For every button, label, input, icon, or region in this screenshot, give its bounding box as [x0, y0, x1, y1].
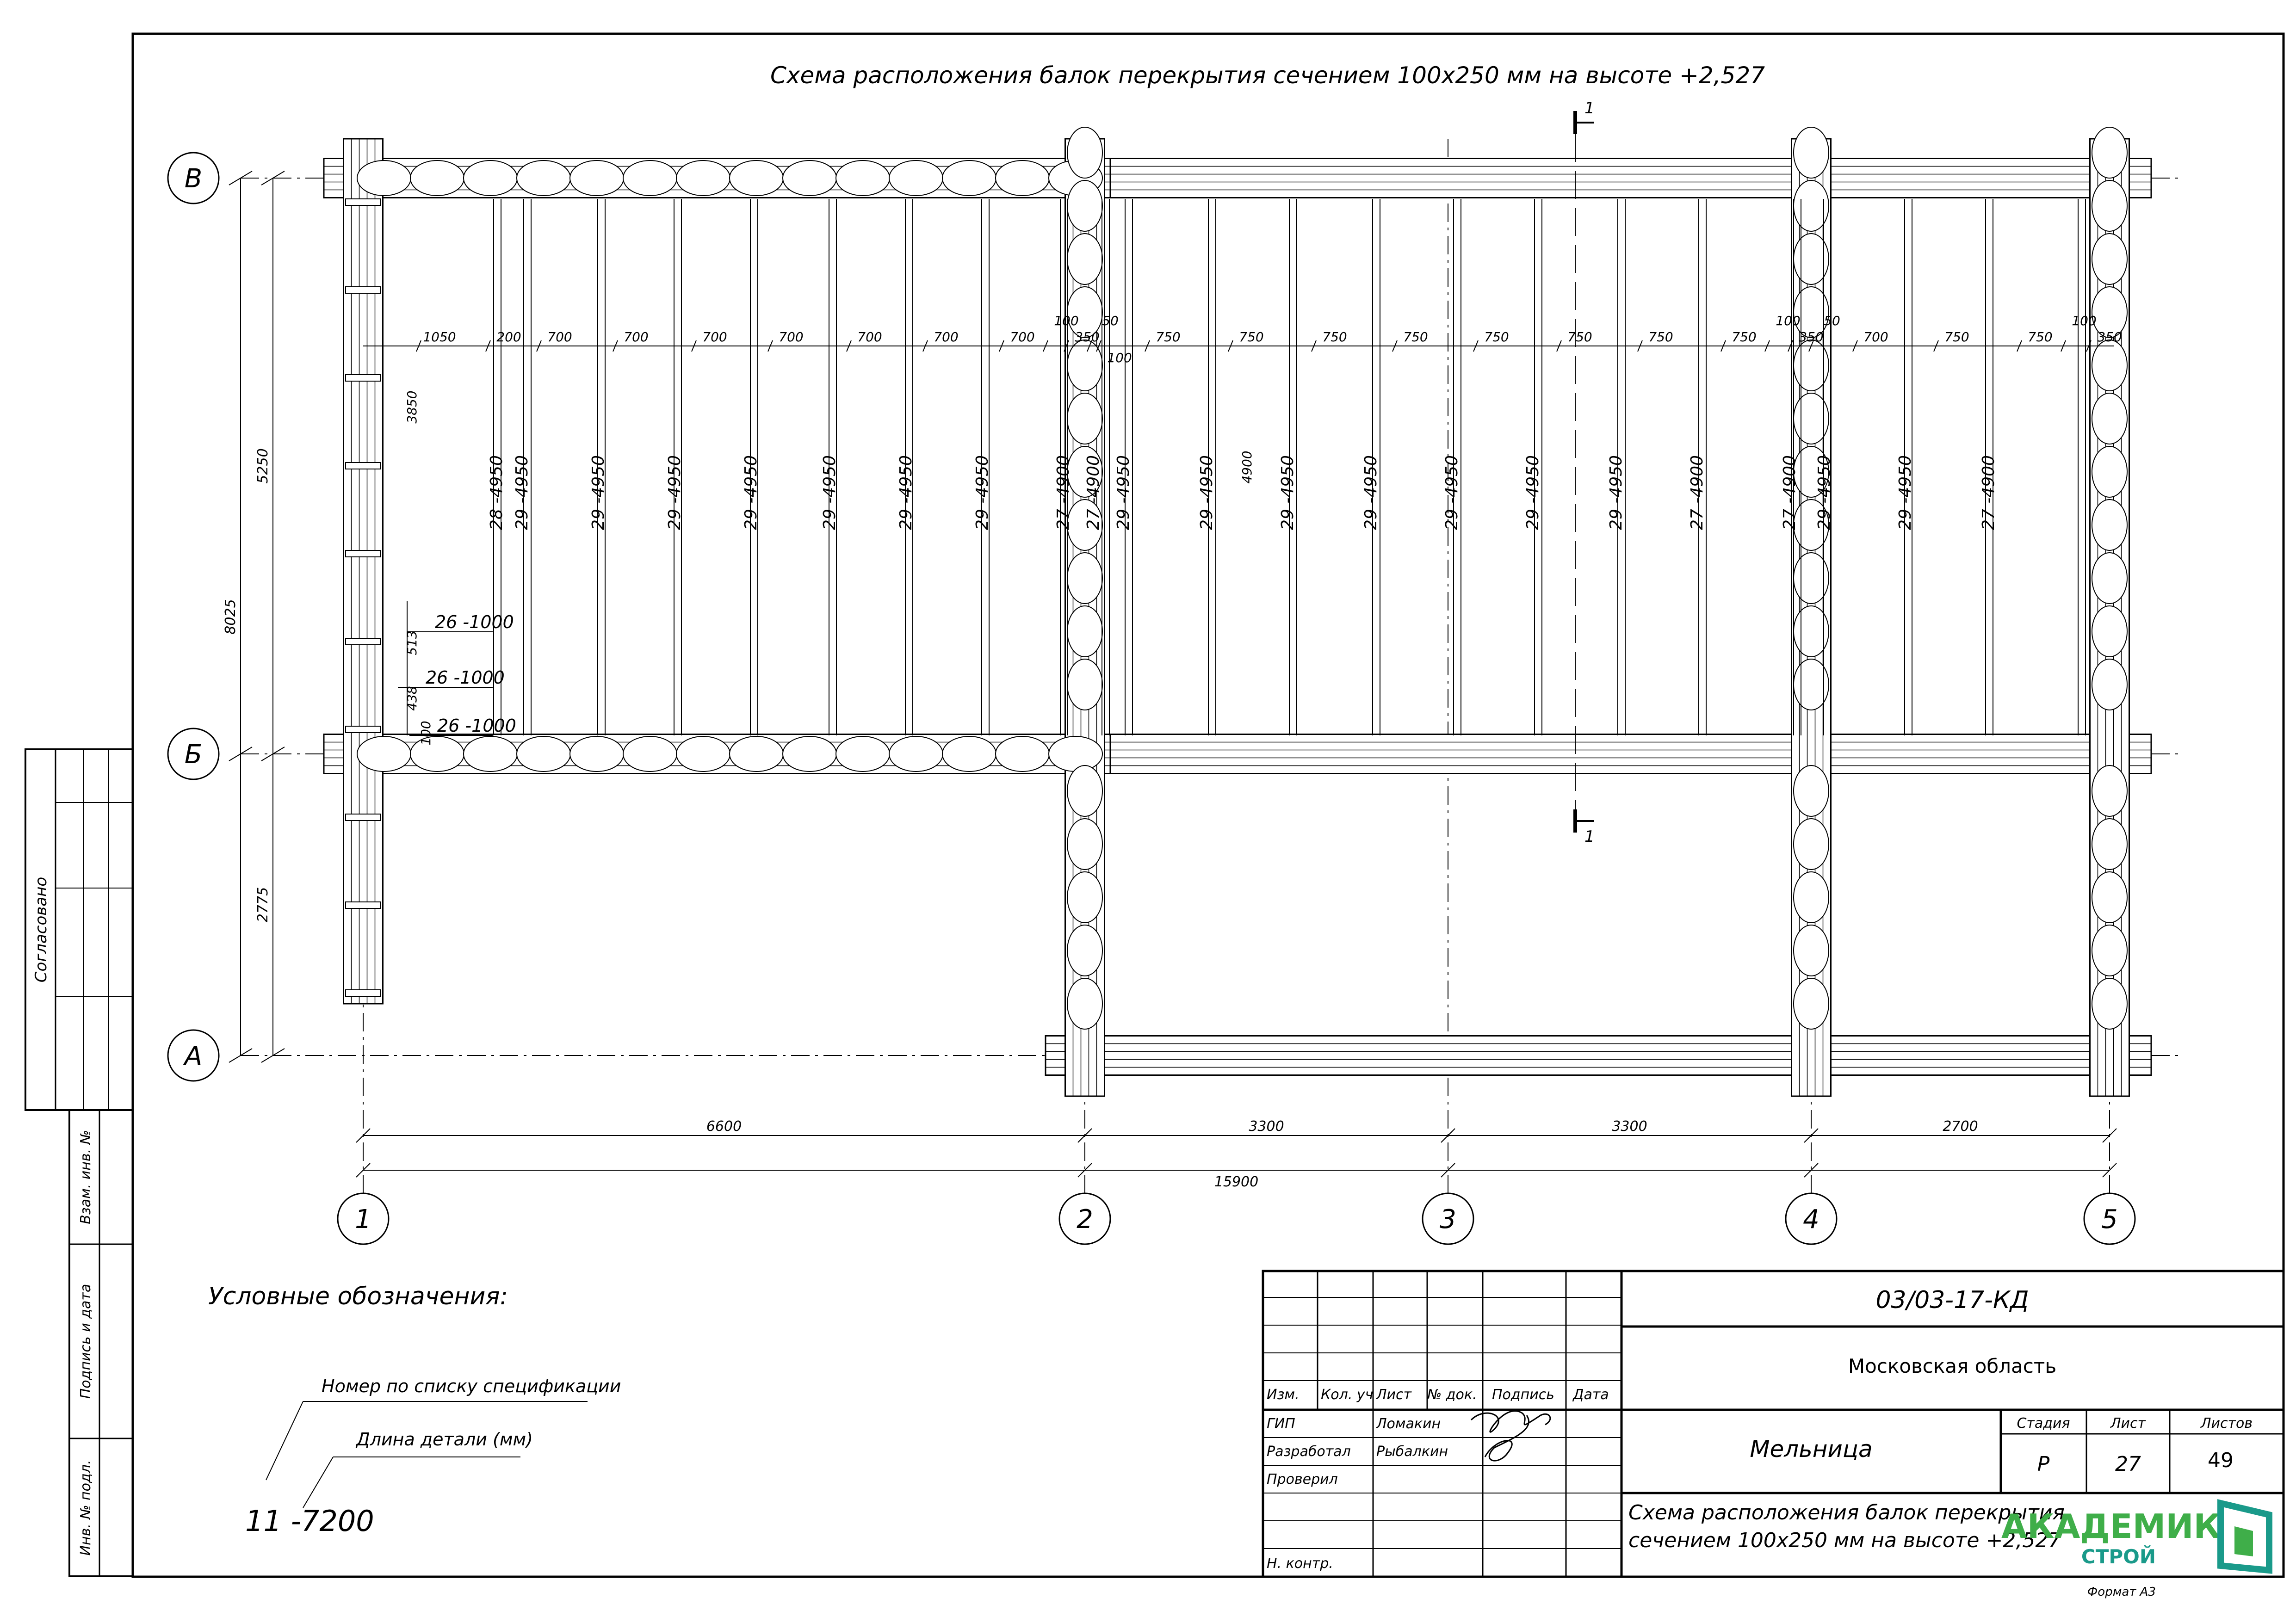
wall-outline	[1046, 1036, 2151, 1075]
log-end	[1794, 819, 1829, 870]
dim-bottom-span: 2700	[1943, 1118, 1978, 1135]
stage-value: Р	[2037, 1452, 2050, 1476]
dim-inner: 438	[404, 686, 420, 711]
log-end	[2092, 819, 2127, 870]
log-end	[357, 736, 411, 771]
hdr-izm: Изм.	[1267, 1387, 1300, 1403]
format-label: Формат А3	[2087, 1585, 2156, 1599]
sheet-title-1: Схема расположения балок перекрытия	[1628, 1501, 2065, 1524]
beam-label: 29 -4950	[1278, 455, 1297, 530]
sheets-value: 49	[2208, 1449, 2234, 1472]
log-end	[2092, 659, 2127, 710]
dim-top: 700	[934, 329, 959, 345]
log-end	[2092, 872, 2127, 923]
log-end	[942, 736, 996, 771]
log-end	[517, 736, 570, 771]
wall-row-v-right	[1110, 159, 2151, 198]
role-razr: Разработал	[1267, 1444, 1351, 1460]
dim-left-span: 2775	[255, 887, 271, 923]
log-end	[1794, 765, 1829, 816]
dim-left-total-label: 8025	[223, 599, 239, 635]
section-label: 1	[1584, 99, 1595, 117]
log-end	[996, 160, 1049, 196]
axis-label-col: 2	[1077, 1204, 1093, 1234]
title-block	[1263, 1271, 2284, 1599]
beam-label: 29 -4950	[665, 455, 684, 530]
axis-label-row: А	[184, 1041, 203, 1071]
wall-row-b-right	[1110, 734, 2151, 774]
beam-label: 29 -4950	[897, 455, 916, 530]
dim-top: 750	[1156, 329, 1181, 345]
log-end	[1067, 127, 1102, 178]
dim-top: 100	[1107, 350, 1132, 365]
log-end	[517, 160, 570, 196]
log-end	[570, 160, 624, 196]
doc-code: 03/03-17-КД	[1875, 1286, 2029, 1314]
dim-top: 750	[1944, 329, 1969, 345]
log-end	[2092, 127, 2127, 178]
log-end	[2092, 180, 2127, 231]
dim-misc: 4900	[1239, 450, 1255, 484]
log-end	[1067, 606, 1102, 657]
dim-top: 700	[624, 329, 649, 345]
stamp-podp: Подпись и дата	[78, 1284, 94, 1399]
side-stamp	[25, 749, 133, 1576]
dim-top: 350	[2097, 329, 2122, 345]
log-end	[1067, 340, 1102, 391]
axis-label-col: 1	[355, 1204, 371, 1234]
log-end	[1067, 872, 1102, 923]
dim-top: 750	[2028, 329, 2053, 345]
dim-inner: 100	[418, 721, 433, 746]
sheets-label: Листов	[2200, 1415, 2253, 1432]
dim-top: 750	[1484, 329, 1509, 345]
dim-bottom-span: 6600	[706, 1118, 742, 1135]
wall-joint	[346, 375, 381, 381]
stamp-vzam: Взам. инв. №	[78, 1130, 94, 1224]
dim-top: 350	[1799, 329, 1824, 345]
log-end	[1067, 393, 1102, 444]
dim-top: 50	[1102, 313, 1119, 328]
log-end	[1794, 925, 1829, 976]
dim-bottom-span: 3300	[1612, 1118, 1647, 1135]
dim-top: 700	[779, 329, 804, 345]
log-end	[730, 736, 783, 771]
section-label: 1	[1584, 827, 1595, 846]
wall-joint	[346, 550, 381, 557]
axis-label-col: 3	[1440, 1204, 1456, 1234]
beam-label: 29 -4950	[513, 455, 532, 530]
dim-inner: 3850	[404, 390, 420, 424]
log-end	[1067, 659, 1102, 710]
dim-top: 100	[1054, 313, 1079, 328]
log-end	[942, 160, 996, 196]
log-end	[2092, 500, 2127, 550]
beam-layout-plan	[168, 99, 2184, 1244]
log-end	[996, 736, 1049, 771]
dim-bottom-total-label: 15900	[1214, 1174, 1259, 1190]
dim-bottom-span: 3300	[1249, 1118, 1284, 1135]
log-end	[464, 736, 517, 771]
hdr-list: Лист	[1376, 1387, 1412, 1403]
beam-label: 27 -4900	[1084, 455, 1103, 530]
log-end	[2092, 393, 2127, 444]
drawing-title: Схема расположения балок перекрытия сечением 100х250 мм на высоте +2,527	[770, 62, 1765, 89]
log-end	[357, 160, 411, 196]
region: Московская область	[1848, 1355, 2057, 1377]
log-end	[2092, 234, 2127, 284]
log-end	[1067, 553, 1102, 604]
log-end	[676, 736, 730, 771]
log-end	[1067, 978, 1102, 1029]
name-gip: Ломакин	[1376, 1416, 1441, 1432]
dim-top: 700	[1010, 329, 1035, 345]
stamp-agreed: Согласовано	[32, 876, 50, 983]
logo-bottom: СТРОЙ	[2081, 1545, 2156, 1568]
beam-label: 27 -4900	[1688, 455, 1707, 530]
company-logo	[2001, 1503, 2269, 1570]
sheet-value: 27	[2115, 1452, 2141, 1476]
log-end	[410, 160, 464, 196]
dim-top: 700	[702, 329, 727, 345]
beam-label: 29 -4950	[1114, 455, 1133, 530]
stage-label: Стадия	[2017, 1415, 2070, 1432]
beam-label: 29 -4950	[1896, 455, 1915, 530]
name-razr: Рыбалкин	[1376, 1444, 1448, 1460]
dim-top: 750	[1567, 329, 1592, 345]
role-gip: ГИП	[1267, 1416, 1295, 1432]
dim-top: 1050	[423, 329, 456, 345]
role-prov: Проверил	[1267, 1471, 1338, 1487]
beam-label: 28 -4950	[487, 455, 506, 530]
beam-label: 29 -4950	[1442, 455, 1461, 530]
dim-top: 100	[2072, 313, 2097, 328]
beam-label: 27 -4900	[1780, 455, 1799, 530]
log-end	[889, 736, 943, 771]
wall-outline	[344, 139, 383, 1004]
wall-outline	[1110, 734, 2151, 774]
short-beam-label: 26 -1000	[426, 667, 505, 688]
beam-label: 27 -4900	[1979, 455, 1998, 530]
wall-outline	[1110, 159, 2151, 198]
dim-top: 750	[1322, 329, 1347, 345]
dim-top: 700	[857, 329, 882, 345]
log-end	[2092, 340, 2127, 391]
dim-top: 700	[547, 329, 572, 345]
wall-joint	[346, 814, 381, 821]
log-end	[676, 160, 730, 196]
legend-title: Условные обозначения:	[208, 1283, 508, 1310]
object-name: Мельница	[1750, 1436, 1873, 1463]
beam-label: 29 -4950	[1362, 455, 1380, 530]
log-end	[1067, 925, 1102, 976]
dim-top: 350	[1075, 329, 1100, 345]
wall-joint	[346, 990, 381, 996]
dim-top: 200	[496, 329, 521, 345]
wall-joint	[346, 463, 381, 469]
beam-label: 29 -4950	[973, 455, 992, 530]
log-end	[836, 736, 890, 771]
log-end	[1794, 872, 1829, 923]
hdr-ndok: № док.	[1427, 1387, 1477, 1403]
legend-line1: Номер по списку спецификации	[322, 1376, 621, 1396]
log-end	[623, 736, 677, 771]
log-end	[730, 160, 783, 196]
logo-top: АКАДЕМИК	[2001, 1507, 2221, 1546]
role-nkontr: Н. контр.	[1267, 1555, 1333, 1572]
log-end	[1067, 765, 1102, 816]
log-end	[2092, 765, 2127, 816]
log-end	[2092, 553, 2127, 604]
axis-label-row: В	[184, 164, 203, 194]
beam-label: 29 -4950	[1815, 455, 1834, 530]
sheet-title-2: сечением 100х250 мм на высоте +2,527	[1628, 1529, 2061, 1552]
dim-top: 50	[1824, 313, 1840, 328]
beam-label: 29 -4950	[1523, 455, 1542, 530]
axis-label-col: 4	[1803, 1204, 1819, 1234]
dim-inner: 513	[404, 630, 420, 655]
log-end	[1049, 736, 1102, 771]
wall-joint	[346, 287, 381, 293]
dim-top: 750	[1239, 329, 1264, 345]
axis-label-col: 5	[2101, 1204, 2118, 1234]
beam-label: 29 -4950	[742, 455, 761, 530]
log-end	[623, 160, 677, 196]
dim-top: 750	[1403, 329, 1428, 345]
log-end	[1794, 978, 1829, 1029]
log-end	[1794, 127, 1829, 178]
hdr-podpis: Подпись	[1492, 1387, 1554, 1403]
log-end	[464, 160, 517, 196]
beam-label: 27 -4900	[1054, 455, 1073, 530]
wall-row-a	[1046, 1036, 2151, 1075]
beam-label: 29 -4950	[1197, 455, 1216, 530]
dim-top: 750	[1648, 329, 1673, 345]
axis-label-row: Б	[184, 740, 203, 770]
legend-example: 11 -7200	[245, 1504, 374, 1538]
beam-label: 29 -4950	[1607, 455, 1626, 530]
log-end	[570, 736, 624, 771]
dim-left-span: 5250	[255, 448, 271, 484]
dim-top: 100	[1776, 313, 1801, 328]
log-end	[783, 736, 836, 771]
wall-joint	[346, 638, 381, 645]
wall-joint	[346, 199, 381, 205]
dim-top: 700	[1863, 329, 1888, 345]
log-end	[2092, 978, 2127, 1029]
log-end	[2092, 446, 2127, 497]
log-end	[836, 160, 890, 196]
log-end	[1067, 819, 1102, 870]
sheet-label: Лист	[2110, 1415, 2146, 1432]
wall-joint	[346, 902, 381, 908]
wall-col-1	[344, 139, 383, 1004]
beam-label: 29 -4950	[589, 455, 608, 530]
log-end	[1067, 180, 1102, 231]
log-end	[783, 160, 836, 196]
hdr-data: Дата	[1573, 1387, 1609, 1403]
stamp-inv: Инв. № подл.	[78, 1460, 94, 1556]
log-end	[889, 160, 943, 196]
short-beam-label: 26 -1000	[437, 716, 516, 736]
short-beam-label: 26 -1000	[435, 612, 514, 632]
hdr-kol: Кол. уч	[1321, 1387, 1374, 1403]
beam-label: 29 -4950	[820, 455, 839, 530]
legend	[208, 1283, 621, 1538]
legend-line2: Длина детали (мм)	[356, 1429, 533, 1450]
log-end	[2092, 606, 2127, 657]
log-end	[1067, 234, 1102, 284]
dim-top: 750	[1732, 329, 1757, 345]
wall-joint	[346, 726, 381, 733]
log-end	[2092, 925, 2127, 976]
